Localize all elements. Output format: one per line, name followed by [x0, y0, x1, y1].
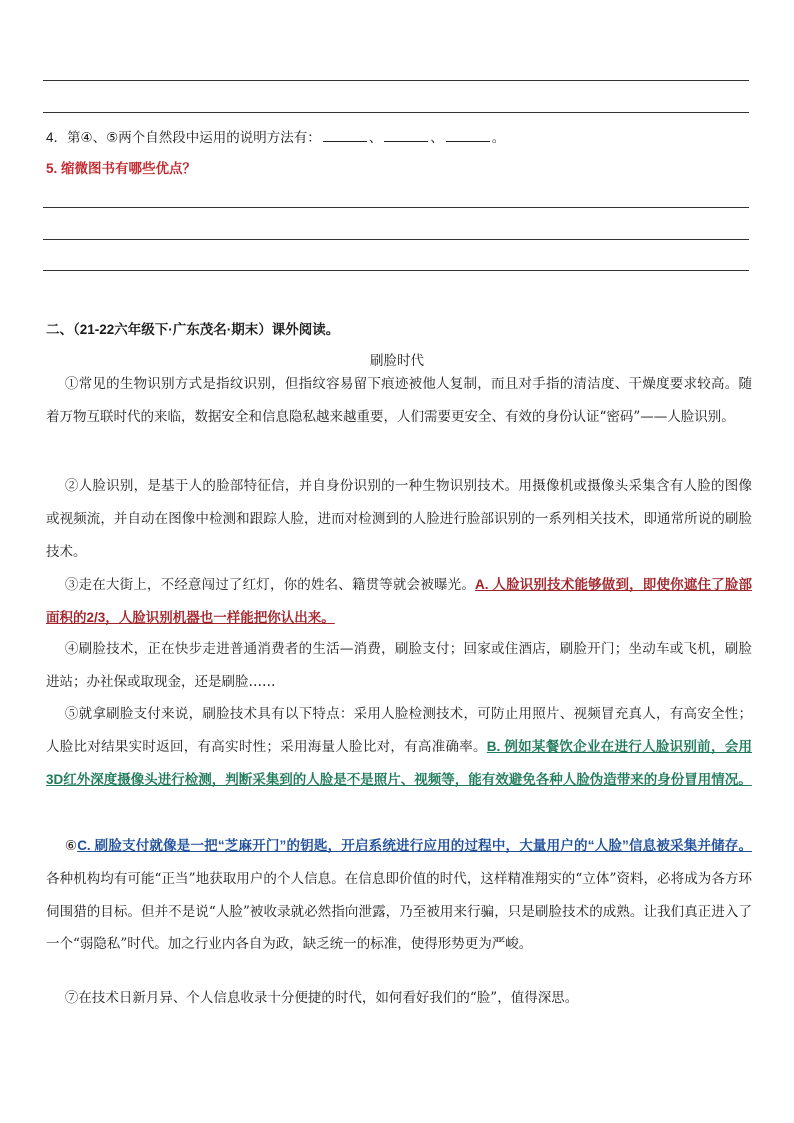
question-5: 5. 缩微图书有哪些优点？: [46, 161, 197, 176]
separator: 、: [430, 130, 444, 145]
paragraph-2: ②人脸识别，是基于人的脸部特征信，并自身份识别的一种生物识别技术。用摄像机或摄像头采集含有人脸的图像或视频流，并自动在图像中检测和跟踪人脸，进而对检测到的人脸进行脸部识别的一系列相关技术，即通常所说的刷脸技术。: [46, 478, 752, 560]
paragraph-3: [46, 569, 752, 635]
answer-line: [43, 207, 749, 208]
answer-line: [43, 270, 749, 271]
paragraph-1: ①常见的生物识别方式是指纹识别，但指纹容易留下痕迹被他人复制，而且对手指的清洁度、干燥度要求较高。随着万物互联时代的来临，数据安全和信息隐私越来越重要，人们需要更安全、有效的身份认证“密码”——人脸识别。: [46, 376, 752, 425]
question-4: [46, 128, 505, 148]
question-4-text: 4．第④、⑤两个自然段中运用的说明方法有：: [46, 130, 321, 145]
marked-sentence-a: A. 人脸识别技术能够做到，即使你遮住了脸部面积的2/3，人脸识别机器也一样能把你认出来。: [46, 577, 752, 625]
paragraph-4: ④刷脸技术，正在快步走进普通消费者的生活—消费，刷脸支付；回家或住酒店，刷脸开门；坐动车或飞机，刷脸进站；办社保或取现金，还是刷脸……: [46, 641, 752, 690]
answer-line: [43, 112, 749, 113]
paragraph-5: [46, 698, 752, 796]
paragraph-6-text: 各种机构均有可能“正当”地获取用户的个人信息。在信息即价值的时代，这样精准翔实的“立体”资料，必将成为各方环伺围猎的目标。但并不是说“人脸”被收录就必然指向泄露，乃至被用来行骗，只是刷脸技术的成熟。让我们真正进入了一个“弱隐私”时代。加之行业内各自为政，缺乏统一的标准，使得形势更为严峻。: [46, 870, 752, 953]
answer-blank[interactable]: [446, 129, 490, 142]
marked-sentence-c: C. 刷脸支付就像是一把“芝麻开门”的钥匙，开启系统进行应用的过程中，大量用户的“人脸”信息被采集并储存。: [77, 838, 752, 853]
paragraph-5-text: ⑤就拿刷脸支付来说，刷脸技术具有以下特点：采用人脸检测技术，可防止用照片、视频冒充真人，有高安全性；人脸比对结果实时返回，有高实时性；采用海量人脸比对，有高准确率。: [46, 706, 752, 755]
paragraph-6: [46, 830, 752, 961]
answer-blank[interactable]: [323, 129, 367, 142]
paragraph-7: ⑦在技术日新月异、个人信息收录十分便捷的时代，如何看好我们的“脸”，值得深思。: [64, 990, 579, 1006]
separator: 、: [368, 130, 383, 145]
period: 。: [491, 130, 506, 145]
article-title: 刷脸时代: [370, 353, 424, 369]
answer-line: [43, 80, 749, 81]
answer-line: [43, 239, 749, 240]
answer-blank[interactable]: [384, 129, 428, 142]
paragraph-3-text: ③走在大街上，不经意闯过了红灯，你的姓名、籍贯等就会被曝光。: [64, 577, 475, 593]
section-heading: 二、（21-22六年级下·广东茂名·期末）课外阅读。: [46, 322, 340, 337]
marked-sentence-b: B. 例如某餐饮企业在进行人脸识别前，会用3D红外深度摄像头进行检测，判断采集到的人脸是不是照片、视频等，能有效避免各种人脸伪造带来的身份冒用情况。: [46, 738, 752, 787]
paragraph-6-number: ⑥: [64, 838, 78, 854]
